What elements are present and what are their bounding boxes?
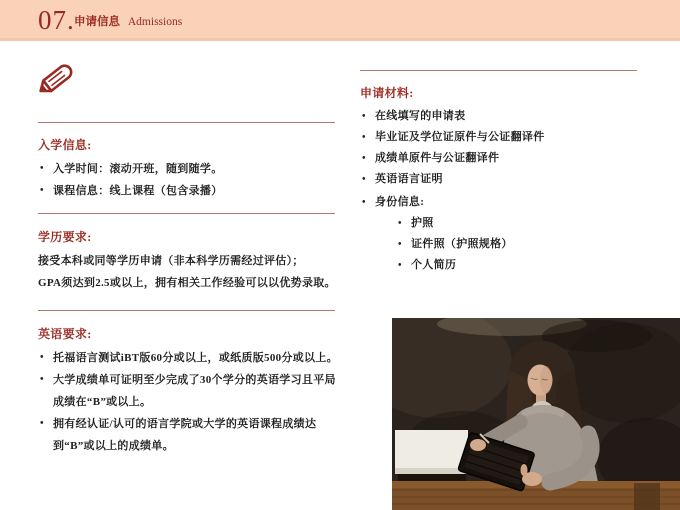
education-requirement-line: 接受本科或同等学历申请（非本科学历需经过评估）； [38, 255, 304, 267]
materials-bullet-list [360, 106, 640, 190]
list-item-text: 大学成绩单可证明至少完成了30个学分的英语学习且平局成绩在“B”或以上。 [53, 374, 336, 408]
list-item-text: 托福语言测试iBT版60分或以上，或纸质版500分或以上。 [53, 352, 338, 364]
bullet-icon: • [362, 153, 366, 164]
list-item-text: 拥有经认证/认可的语言学院或大学的英语课程成绩达到“B”或以上的成绩单。 [53, 418, 317, 452]
divider-line [38, 122, 335, 123]
list-item [360, 192, 640, 213]
list-item [38, 369, 340, 413]
bullet-icon: • [362, 132, 366, 143]
list-item [397, 255, 640, 276]
list-item [38, 158, 340, 180]
pencil-icon [34, 56, 78, 102]
bullet-icon: • [40, 418, 44, 429]
page-title-en: Admissions [127, 16, 183, 28]
identity-item-list [360, 192, 640, 213]
list-item [397, 234, 640, 255]
divider-line [38, 213, 335, 214]
list-item-text: 课程信息：线上课程（包含录播） [53, 185, 223, 197]
list-item [360, 106, 640, 127]
list-item-text: 护照 [411, 217, 434, 229]
list-item [360, 148, 640, 169]
bullet-icon: • [398, 239, 402, 250]
bullet-icon: • [40, 163, 44, 174]
identity-item-label: 身份信息: [375, 196, 425, 208]
section-english-requirements [38, 325, 340, 457]
education-requirement-line: GPA须达到2.5或以上，拥有相关工作经验可以以优势录取。 [38, 277, 336, 289]
list-item-text: 毕业证及学位证原件与公证翻译件 [375, 131, 545, 143]
section-education-requirements [38, 228, 340, 294]
section-enrollment-info [38, 136, 340, 202]
list-item-text: 证件照（护照规格） [411, 238, 513, 250]
bullet-icon: • [40, 374, 44, 385]
enrollment-bullet-list [38, 158, 340, 202]
section-heading: 入学信息: [38, 138, 92, 152]
list-item-text: 在线填写的申请表 [375, 110, 466, 122]
section-application-materials [360, 84, 640, 276]
page-number: 07. [38, 5, 75, 35]
list-item [38, 413, 340, 457]
page-title-zh: 申请信息 [74, 16, 120, 28]
bullet-icon: • [362, 197, 366, 208]
list-item-text: 入学时间：滚动开班，随到随学。 [53, 163, 223, 175]
bullet-icon: • [362, 111, 366, 122]
section-heading: 英语要求: [38, 327, 92, 341]
bullet-icon: • [398, 218, 402, 229]
divider-line [38, 310, 335, 311]
list-item-text: 个人简历 [411, 259, 457, 271]
page-title [74, 13, 182, 29]
list-item [397, 213, 640, 234]
admissions-photo [392, 318, 680, 510]
section-heading: 学历要求: [38, 230, 92, 244]
identity-sub-bullet-list [360, 213, 640, 276]
bullet-icon: • [40, 185, 44, 196]
list-item-text: 成绩单原件与公证翻译件 [375, 152, 500, 164]
bullet-icon: • [398, 260, 402, 271]
list-item [360, 127, 640, 148]
bullet-icon: • [40, 352, 44, 363]
list-item [360, 169, 640, 190]
bullet-icon: • [362, 174, 366, 185]
section-heading: 申请材料: [360, 86, 414, 100]
list-item [38, 347, 340, 369]
divider-line [360, 70, 637, 71]
english-bullet-list [38, 347, 340, 457]
list-item [38, 180, 340, 202]
list-item-text: 英语语言证明 [375, 173, 443, 185]
